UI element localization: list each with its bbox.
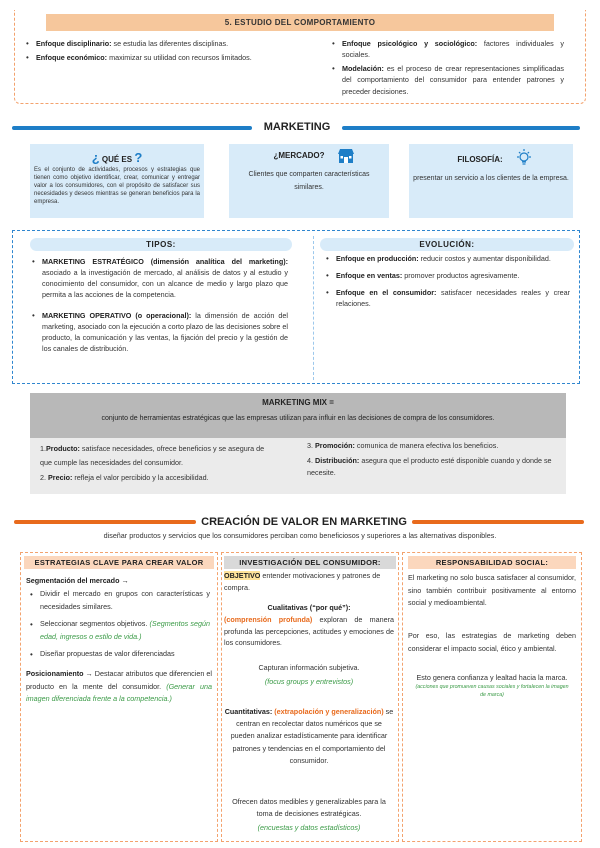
evolution-heading: EVOLUCIÓN: bbox=[320, 238, 574, 251]
qualitative-capture: Capturan información subjetiva. bbox=[258, 663, 360, 672]
value-creation-title: CREACIÓN DE VALOR EN MARKETING bbox=[201, 516, 407, 528]
lightbulb-icon bbox=[514, 148, 534, 168]
list-item: • Enfoque en ventas: promover productos agresivamente. bbox=[326, 270, 570, 281]
market-heading: ¿MERCADO? bbox=[273, 151, 325, 160]
list-item: 2. Precio: refleja el valor percibido y la accesibilidad. bbox=[40, 473, 209, 483]
divider bbox=[12, 126, 252, 130]
marketing-title: MARKETING bbox=[263, 121, 331, 133]
list-item: • Seleccionar segmentos objetivos. (Segmentos según edad, ingresos o estilo de vida.) bbox=[30, 618, 210, 643]
behavior-section-title: 5. ESTUDIO DEL COMPORTAMIENTO bbox=[46, 14, 554, 31]
types-list bbox=[32, 256, 288, 357]
marketing-mix-definition: conjunto de herramientas estratégicas que las empresas utilizan para influir en las decisiones de compra de los consumidores. bbox=[101, 415, 495, 422]
list-item: • MARKETING OPERATIVO (o operacional): la dimensión de acción del marketing, asociado con la ejecución a corto plazo de las decisiones sobre el producto, la comunicación y las ventas, la fijación del precio y la gestión de los canales de distribución. bbox=[32, 310, 288, 355]
what-is-text: Es el conjunto de actividades, procesos y estrategias que tienen como objetivo identificar, crear, comunicar y entregar valor a los consumidores, con el propósito de satisfacer sus necesidades y deseos mientras se generan beneficios para la empresa. bbox=[34, 167, 200, 206]
list-item: • Enfoque disciplinario: se estudia las diferentes disciplinas. bbox=[26, 38, 276, 49]
qualitative-heading: Cualitativas (“por qué”): bbox=[267, 603, 351, 612]
list-item: • Modelación: es el proceso de crear representaciones simplificadas del comportamiento del consumidor para entender patrones y preceder decisiones. bbox=[332, 63, 564, 96]
quantitative-offer: Ofrecen datos medibles y generalizables para la toma de decisiones estratégicas. bbox=[232, 797, 386, 819]
divider bbox=[342, 126, 580, 130]
qualitative-note: (focus groups y entrevistos) bbox=[264, 677, 354, 686]
responsibility-p2: Por eso, las estrategias de marketing deben considerar el impacto social, ético y ambiental. bbox=[408, 631, 576, 653]
responsibility-p3: Esto genera confianza y lealtad hacia la marca. bbox=[416, 673, 568, 682]
divider bbox=[313, 236, 314, 380]
marketing-mix-title: MARKETING MIX = bbox=[262, 398, 334, 407]
qualitative-text: (comprensión profunda) exploran de manera profunda las percepciones, actitudes y emociones de los consumidores. bbox=[224, 615, 394, 648]
list-item: 1.Producto: satisface necesidades, ofrece beneficios y se asegura de que cumple las necesidades del consumidor. bbox=[40, 444, 265, 467]
list-item: • MARKETING ESTRATÉGICO (dimensión analítica del marketing): asociado a la investigación de mercado, al análisis de datos y al estudio y conocimiento del consumidor, con un alcance de medio y largo plazo que permita a las acciones de la competencia. bbox=[32, 256, 288, 301]
quantitative-note: (encuestas y datos estadísticos) bbox=[257, 823, 361, 832]
types-heading: TIPOS: bbox=[30, 238, 292, 251]
behavior-left-list bbox=[26, 38, 276, 66]
list-item: 3. Promoción: comunica de manera efectiva los beneficios. bbox=[307, 441, 499, 450]
positioning-text: Posicionamiento → Destacar atributos que diferencien el producto en la mente del consumidor. (Generar una imagen diferenciada frente a la competencia.) bbox=[26, 669, 212, 704]
responsibility-note: (acciones que promueven causas sociales y fortalecen la imagen de marca) bbox=[415, 684, 569, 698]
strategies-heading: ESTRATEGIAS CLAVE PARA CREAR VALOR bbox=[24, 556, 214, 569]
divider bbox=[412, 520, 584, 524]
list-item: • Enfoque en el consumidor: satisfacer necesidades reales y crear relaciones. bbox=[326, 287, 570, 309]
research-objective: OBJETIVO entender motivaciones y patrones de compra. bbox=[224, 571, 381, 592]
segmentation-list bbox=[30, 588, 210, 664]
behavior-right-list bbox=[332, 38, 564, 100]
divider bbox=[14, 520, 196, 524]
list-item: 4. Distribución: asegura que el producto esté disponible cuando y donde se necesite. bbox=[307, 456, 552, 478]
list-item: • Diseñar propuestas de valor diferenciadas bbox=[30, 648, 210, 661]
responsibility-heading: RESPONSABILIDAD SOCIAL: bbox=[408, 556, 576, 569]
segmentation-title: Segmentación del mercado → bbox=[26, 576, 129, 585]
philosophy-text: presentar un servicio a los clientes de la empresa. bbox=[413, 175, 569, 182]
what-is-heading: ¿ QUÉ ES ? bbox=[91, 150, 143, 165]
responsibility-p1: El marketing no solo busca satisfacer al consumidor, sino también contribuir positivamente al entorno social y medioambiental. bbox=[408, 573, 576, 608]
mix-right-list bbox=[307, 440, 557, 480]
store-icon bbox=[337, 148, 355, 164]
evolution-list bbox=[326, 253, 570, 313]
list-item: • Enfoque psicológico y sociológico: factores individuales y sociales. bbox=[332, 38, 564, 60]
philosophy-heading: FILOSOFÍA: bbox=[457, 155, 503, 164]
quantitative-text: Cuantitativas: (extrapolación y generalización) se centran en recolectar datos numéricos que se pueden analizar estadísticamente para identificar patrones y tendencias en el comportamiento del consumidor. bbox=[224, 707, 394, 765]
list-item: • Enfoque económico: maximizar su utilidad con recursos limitados. bbox=[26, 52, 276, 63]
mix-left-list bbox=[40, 442, 276, 485]
market-text: Clientes que comparten características similares. bbox=[248, 171, 370, 192]
value-creation-subtitle: diseñar productos y servicios que los consumidores perciban como beneficiosos y superiores a las alternativas disponibles. bbox=[103, 531, 497, 540]
list-item: • Dividir el mercado en grupos con características y necesidades similares. bbox=[30, 588, 210, 613]
research-heading: INVESTIGACIÓN DEL CONSUMIDOR: bbox=[224, 556, 396, 569]
list-item: • Enfoque en producción: reducir costos y aumentar disponibilidad. bbox=[326, 253, 570, 264]
